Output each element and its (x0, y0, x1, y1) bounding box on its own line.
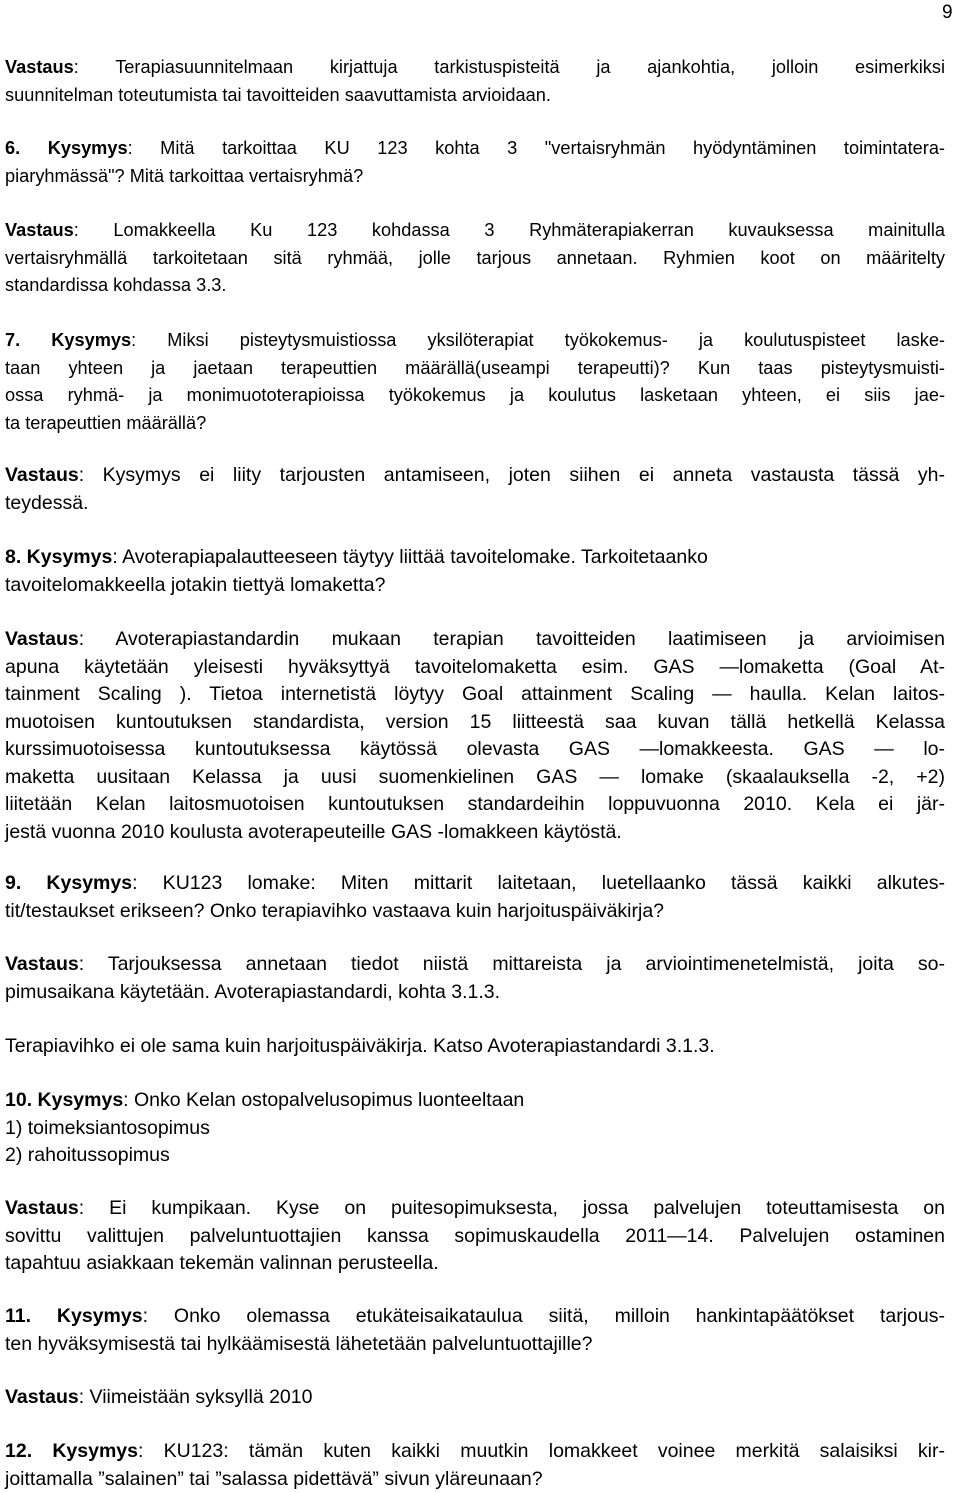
text-run: piaryhmässä"? Mitä tarkoittaa vertaisryhmä? (5, 166, 363, 186)
text-line (5, 951, 945, 979)
paragraph-13 (5, 1303, 945, 1358)
text-line (5, 327, 945, 355)
text-run: suunnitelman toteutumista tai tavoitteiden saavuttamista arvioidaan. (5, 85, 551, 105)
text-line (5, 135, 945, 163)
bold-label: 6. Kysymys (5, 138, 128, 158)
text-run: teydessä. (5, 492, 88, 514)
bold-label: Vastaus (5, 953, 79, 975)
paragraph-12 (5, 1195, 945, 1278)
bold-label: Vastaus (5, 1197, 79, 1219)
bold-label: 7. Kysymys (5, 330, 131, 350)
text-line (5, 654, 945, 682)
text-line (5, 819, 945, 847)
text-line (5, 979, 945, 1007)
text-line (5, 490, 945, 518)
text-line (5, 736, 945, 764)
text-line (5, 764, 945, 792)
text-run: standardissa kohdassa 3.3. (5, 275, 226, 295)
page-number: 9 (942, 2, 953, 24)
text-run: Terapiavihko ei ole sama kuin harjoituspäiväkirja. Katso Avoterapiastandardi 3.1.3. (5, 1035, 715, 1057)
text-line (5, 1033, 945, 1061)
text-line (5, 382, 945, 410)
bold-label: Vastaus (5, 628, 79, 650)
text-run: muotoisen kuntoutuksen standardista, version 15 liitteestä saa kuvan tällä hetkellä Kelassa (5, 711, 945, 733)
text-line (5, 1223, 945, 1251)
text-run: ossa ryhmä- ja monimuototerapioissa työkokemus ja koulutus lasketaan yhteen, ei siis jae- (5, 385, 945, 405)
paragraph-6 (5, 544, 945, 599)
text-run: : Ei kumpikaan. Kyse on puitesopimuksesta, jossa palvelujen toteuttamisesta on (79, 1197, 945, 1219)
text-run: : Tarjouksessa annetaan tiedot niistä mittareista ja arviointimenetelmistä, joita so- (79, 953, 945, 975)
text-run: : Viimeistään syksyllä 2010 (79, 1386, 313, 1408)
text-run: 2) rahoitussopimus (5, 1144, 170, 1166)
text-line (5, 1438, 945, 1466)
text-run: tapahtuu asiakkaan tekemän valinnan perusteella. (5, 1252, 439, 1274)
text-line (5, 898, 945, 926)
paragraph-9 (5, 951, 945, 1006)
text-line (5, 82, 945, 110)
text-run: : KU123: tämän kuten kaikki muutkin lomakkeet voinee merkitä salaisiksi kir- (138, 1440, 945, 1462)
text-line (5, 870, 945, 898)
text-run: vertaisryhmällä tarkoitetaan sitä ryhmää, jolle tarjous annetaan. Ryhmien koot on määritelty (5, 248, 945, 268)
paragraph-8 (5, 870, 945, 925)
paragraph-15 (5, 1438, 945, 1493)
text-line (5, 1087, 945, 1115)
bold-label: Vastaus (5, 1386, 79, 1408)
text-run: : Avoterapiapalautteeseen täytyy liittää tavoitelomake. Tarkoitetaanko (112, 546, 707, 568)
paragraph-10 (5, 1033, 945, 1061)
paragraph-14 (5, 1384, 945, 1412)
bold-label: Vastaus (5, 57, 74, 77)
text-run: kurssimuotoisessa kuntoutuksessa käytössä olevasta GAS —lomakkeesta. GAS — lo- (5, 738, 945, 760)
text-run: joittamalla ”salainen” tai ”salassa pidettävä” sivun yläreunaan? (5, 1468, 543, 1490)
text-line (5, 410, 945, 438)
text-run: : Miksi pisteytysmuistiossa yksilöterapiat työkokemus- ja koulutuspisteet laske- (131, 330, 945, 350)
text-run: apuna käytetään yleisesti hyväksyttyä tavoitelomaketta esim. GAS —lomaketta (Goal At- (5, 656, 945, 678)
paragraph-3 (5, 217, 945, 300)
text-run: : Mitä tarkoittaa KU 123 kohta 3 "vertaisryhmän hyödyntäminen toimintatera- (128, 138, 945, 158)
text-line (5, 1142, 945, 1170)
bold-label: 8. Kysymys (5, 546, 112, 568)
bold-label: Vastaus (5, 220, 74, 240)
text-line (5, 1115, 945, 1143)
bold-label: 11. Kysymys (5, 1305, 143, 1327)
text-run: ta terapeuttien määrällä? (5, 413, 206, 433)
paragraph-7 (5, 626, 945, 846)
text-run: tavoitelomakkeella jotakin tiettyä lomaketta? (5, 574, 385, 596)
text-run: tit/testaukset erikseen? Onko terapiavihko vastaava kuin harjoituspäiväkirja? (5, 900, 664, 922)
text-line (5, 462, 945, 490)
text-run: maketta uusitaan Kelassa ja uusi suomenkielinen GAS — lomake (skaalauksella -2, +2) (5, 766, 945, 788)
text-line (5, 1195, 945, 1223)
bold-label: 9. Kysymys (5, 872, 132, 894)
text-line (5, 1250, 945, 1278)
paragraph-2 (5, 135, 945, 190)
text-line (5, 709, 945, 737)
text-line (5, 217, 945, 245)
bold-label: Vastaus (5, 464, 79, 486)
paragraph-11 (5, 1087, 945, 1170)
text-line (5, 626, 945, 654)
text-line (5, 1384, 945, 1412)
text-line (5, 54, 945, 82)
text-line (5, 1466, 945, 1493)
bold-label: 12. Kysymys (5, 1440, 138, 1462)
text-line (5, 245, 945, 273)
text-line (5, 355, 945, 383)
text-line (5, 681, 945, 709)
text-run: liitetään Kelan laitosmuotoisen kuntoutuksen standardeihin loppuvuonna 2010. Kela ei jär- (5, 793, 945, 815)
text-run: tainment Scaling ). Tietoa internetistä löytyy Goal attainment Scaling — haulla. Kelan laitos- (5, 683, 945, 705)
text-run: : Onko olemassa etukäteisaikataulua siitä, milloin hankintapäätökset tarjous- (143, 1305, 945, 1327)
text-run: : Lomakkeella Ku 123 kohdassa 3 Ryhmäterapiakerran kuvauksessa mainitulla (74, 220, 945, 240)
paragraph-4 (5, 327, 945, 437)
text-run: pimusaikana käytetään. Avoterapiastandardi, kohta 3.1.3. (5, 981, 500, 1003)
paragraph-1 (5, 54, 945, 109)
text-line (5, 272, 945, 300)
text-run: : KU123 lomake: Miten mittarit laitetaan, luetellaanko tässä kaikki alkutes- (132, 872, 945, 894)
bold-label: 10. Kysymys (5, 1089, 123, 1111)
text-run: taan yhteen ja jaetaan terapeuttien määrällä(useampi terapeutti)? Kun taas pisteytysmuisti- (5, 358, 945, 378)
text-run: jestä vuonna 2010 koulusta avoterapeuteille GAS -lomakkeen käytöstä. (5, 821, 622, 843)
text-run: : Onko Kelan ostopalvelusopimus luonteeltaan (123, 1089, 524, 1111)
paragraph-5 (5, 462, 945, 517)
text-line (5, 572, 945, 600)
text-run: : Terapiasuunnitelmaan kirjattuja tarkistuspisteitä ja ajankohtia, jolloin esimerkiksi (74, 57, 945, 77)
text-run: 1) toimeksiantosopimus (5, 1117, 210, 1139)
text-line (5, 791, 945, 819)
text-line (5, 1303, 945, 1331)
text-run: sovittu valittujen palveluntuottajien kanssa sopimuskaudella 2011—14. Palvelujen ostaminen (5, 1225, 945, 1247)
text-line (5, 544, 945, 572)
text-run: : Avoterapiastandardin mukaan terapian tavoitteiden laatimiseen ja arvioimisen (79, 628, 945, 650)
text-line (5, 163, 945, 191)
text-line (5, 1331, 945, 1359)
text-run: : Kysymys ei liity tarjousten antamiseen, joten siihen ei anneta vastausta tässä yh- (79, 464, 945, 486)
text-run: ten hyväksymisestä tai hylkäämisestä lähetetään palveluntuottajille? (5, 1333, 593, 1355)
